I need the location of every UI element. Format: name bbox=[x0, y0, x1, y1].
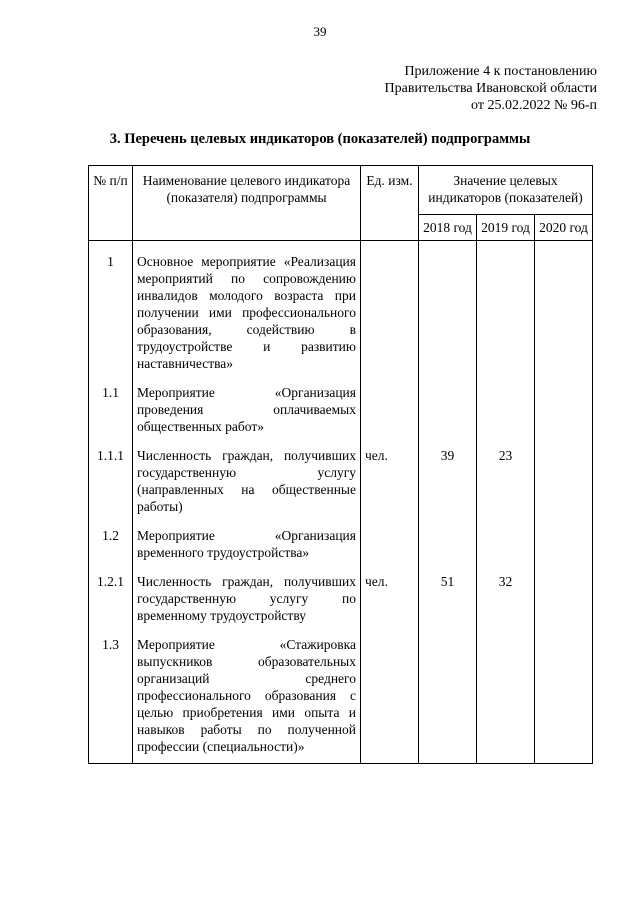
row-name: Мероприятие «Организация временного трудоустройства» bbox=[133, 515, 361, 561]
header-values: Значение целевых индикаторов (показателей) bbox=[419, 166, 593, 215]
table-row bbox=[89, 435, 593, 515]
header-year-2020: 2020 год bbox=[535, 215, 593, 241]
row-value-2020 bbox=[535, 624, 593, 764]
table-row bbox=[89, 624, 593, 764]
header-unit: Ед. изм. bbox=[361, 166, 419, 241]
row-value-2020 bbox=[535, 561, 593, 624]
row-value-2019 bbox=[477, 624, 535, 764]
row-name: Численность граждан, получивших государственную услугу по временному трудоустройству bbox=[133, 561, 361, 624]
table-row bbox=[89, 515, 593, 561]
row-unit: чел. bbox=[361, 561, 419, 624]
appendix-header bbox=[385, 63, 597, 114]
row-name: Мероприятие «Организация проведения оплачиваемых общественных работ» bbox=[133, 372, 361, 435]
row-value-2020 bbox=[535, 241, 593, 373]
row-value-2020 bbox=[535, 372, 593, 435]
table-row bbox=[89, 372, 593, 435]
row-name: Основное мероприятие «Реализация мероприятий по сопровождению инвалидов молодого возраста при получении ими профессионального образования, содействию в трудоустройстве и развитию наставничества» bbox=[133, 241, 361, 373]
header-num: № п/п bbox=[89, 166, 133, 241]
appendix-line-2: Правительства Ивановской области bbox=[384, 81, 597, 96]
row-name: Численность граждан, получивших государственную услугу (направленных на общественные работы) bbox=[133, 435, 361, 515]
row-num: 1.2.1 bbox=[89, 561, 133, 624]
section-title: 3. Перечень целевых индикаторов (показателей) подпрограммы bbox=[109, 131, 531, 147]
row-num: 1.1 bbox=[89, 372, 133, 435]
row-value-2019: 32 bbox=[477, 561, 535, 624]
row-num: 1.3 bbox=[89, 624, 133, 764]
table-row bbox=[89, 241, 593, 373]
row-value-2018: 51 bbox=[419, 561, 477, 624]
row-value-2018 bbox=[419, 624, 477, 764]
row-value-2020 bbox=[535, 435, 593, 515]
row-value-2018 bbox=[419, 515, 477, 561]
row-name: Мероприятие «Стажировка выпускников образовательных организаций среднего профессионального образования с целью приобретения ими опыта и навыков работы по полученной профессии (специальности)» bbox=[133, 624, 361, 764]
row-num: 1.1.1 bbox=[89, 435, 133, 515]
row-value-2019 bbox=[477, 515, 535, 561]
indicators-table bbox=[88, 165, 593, 764]
row-value-2018 bbox=[419, 372, 477, 435]
appendix-line-1: Приложение 4 к постановлению bbox=[404, 64, 597, 79]
row-value-2019: 23 bbox=[477, 435, 535, 515]
row-unit bbox=[361, 624, 419, 764]
header-year-2019: 2019 год bbox=[477, 215, 535, 241]
row-value-2018 bbox=[419, 241, 477, 373]
row-unit bbox=[361, 515, 419, 561]
row-num: 1 bbox=[89, 241, 133, 373]
row-unit bbox=[361, 372, 419, 435]
header-name: Наименование целевого индикатора (показателя) подпрограммы bbox=[133, 166, 361, 241]
row-value-2019 bbox=[477, 372, 535, 435]
page-number: 39 bbox=[313, 24, 327, 39]
row-unit bbox=[361, 241, 419, 373]
table-row bbox=[89, 561, 593, 624]
row-num: 1.2 bbox=[89, 515, 133, 561]
row-value-2018: 39 bbox=[419, 435, 477, 515]
appendix-line-3: от 25.02.2022 № 96-п bbox=[471, 98, 597, 113]
row-value-2019 bbox=[477, 241, 535, 373]
row-unit: чел. bbox=[361, 435, 419, 515]
header-year-2018: 2018 год bbox=[419, 215, 477, 241]
row-value-2020 bbox=[535, 515, 593, 561]
